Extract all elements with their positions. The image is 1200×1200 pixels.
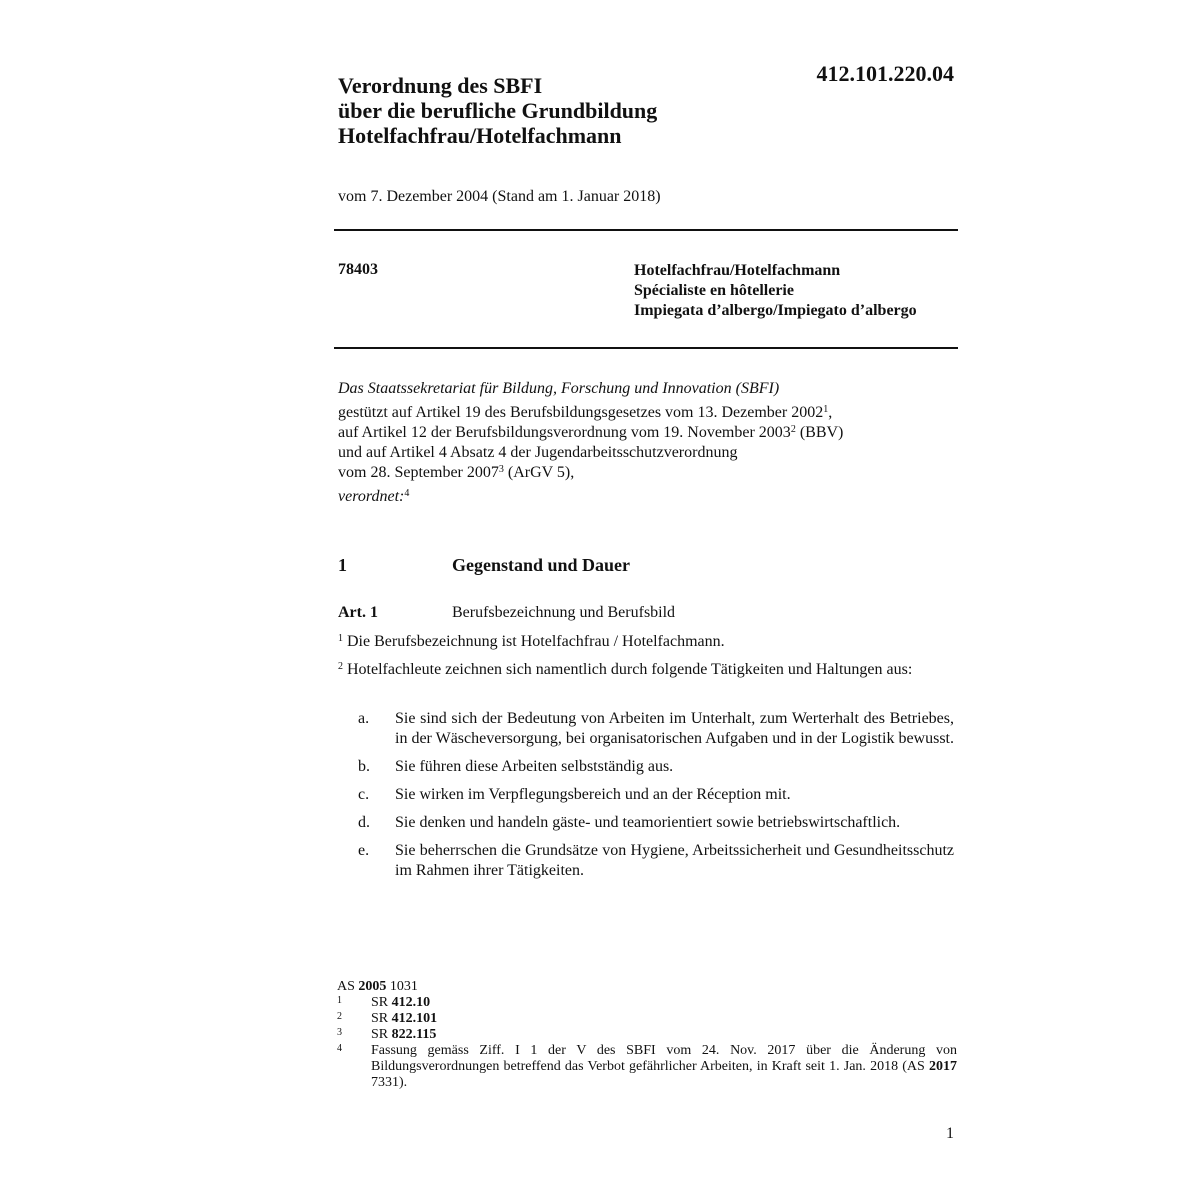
title-line: über die berufliche Grundbildung — [338, 98, 658, 123]
preamble — [338, 379, 958, 507]
sr-number: 412.101.220.04 — [816, 61, 954, 86]
section-title: Gegenstand und Dauer — [452, 555, 631, 575]
document-date: vom 7. Dezember 2004 (Stand am 1. Januar 2018) — [338, 188, 661, 205]
issuer: Das Staatssekretariat für Bildung, Forschung und Innovation (SBFI) — [338, 380, 780, 397]
document-title — [338, 73, 657, 148]
footnote-ref[interactable]: 3 — [498, 464, 504, 475]
title-line: Verordnung des SBFI — [338, 73, 543, 98]
list-item: a. Sie sind sich der Bedeutung von Arbeiten im Unterhalt, zum Werterhalt des Betriebes, in der Wäscheversorgung, bei organisatorischen Aufgaben und in der Logistik bewusst. — [358, 710, 954, 747]
profession-name-de: Hotelfachfrau/Hotelfachmann — [634, 262, 841, 279]
article-title: Berufsbezeichnung und Berufsbild — [452, 604, 676, 621]
profession-code: 78403 — [338, 261, 378, 278]
footnote-ref[interactable]: 2 — [790, 424, 796, 435]
legal-basis-line: vom 28. September 2007$^3$ (ArGV 5), — [338, 464, 575, 481]
article-number: Art. 1 — [338, 604, 378, 621]
profession-name-it: Impiegata d’albergo/Impiegato d’albergo — [634, 302, 917, 319]
footnotes — [337, 979, 957, 1091]
divider-top — [334, 229, 958, 231]
list-item: d. Sie denken und handeln gäste- und teamorientiert sowie betriebswirtschaftlich. — [358, 814, 901, 831]
legal-basis-line: gestützt auf Artikel 19 des Berufsbildungsgesetzes vom 13. Dezember 2002$^1$, — [338, 404, 833, 421]
profession-name-fr: Spécialiste en hôtellerie — [634, 282, 794, 299]
list-item: c. Sie wirken im Verpflegungsbereich und an der Réception mit. — [358, 786, 791, 803]
as-reference: AS 2005 1031 — [337, 979, 418, 994]
page-number: 1 — [946, 1125, 954, 1142]
footnote-ref[interactable]: 1 — [823, 404, 829, 415]
activity-list — [338, 709, 954, 889]
article-paragraph-2: $^2$ Hotelfachleute zeichnen sich namentlich durch folgende Tätigkeiten und Haltungen aus: — [338, 661, 913, 678]
divider-bottom — [334, 347, 958, 349]
legal-basis-line: und auf Artikel 4 Absatz 4 der Jugendarbeitsschutzverordnung — [338, 444, 738, 461]
footnote: 2 SR 412.101 — [337, 1011, 438, 1026]
list-item: b. Sie führen diese Arbeiten selbstständig aus. — [358, 758, 674, 775]
footnote: 4 Fassung gemäss Ziff. I 1 der V des SBFI vom 24. Nov. 2017 über die Änderung von Bildungsverordnungen betreffend das Verbot gefährlicher Arbeiten, in Kraft seit 1. Jan. 2018 (AS 2017 7331). — [337, 1043, 957, 1090]
title-line: Hotelfachfrau/Hotelfachmann — [338, 123, 622, 148]
section-number: 1 — [338, 555, 347, 575]
list-item: e. Sie beherrschen die Grundsätze von Hygiene, Arbeitssicherheit und Gesundheitsschutz im Rahmen ihrer Tätigkeiten. — [358, 842, 954, 879]
legal-basis-line: auf Artikel 12 der Berufsbildungsverordnung vom 19. November 2003$^2$ (BBV) — [338, 424, 844, 441]
footnote: 3 SR 822.115 — [337, 1027, 437, 1042]
verordnet: verordnet:$^4$ — [338, 488, 410, 505]
article-paragraph-1: $^1$ Die Berufsbezeichnung ist Hotelfachfrau / Hotelfachmann. — [338, 633, 725, 650]
footnote: 1 SR 412.10 — [337, 995, 431, 1010]
footnote-ref[interactable]: 4 — [404, 488, 410, 499]
profession-names — [634, 261, 917, 321]
